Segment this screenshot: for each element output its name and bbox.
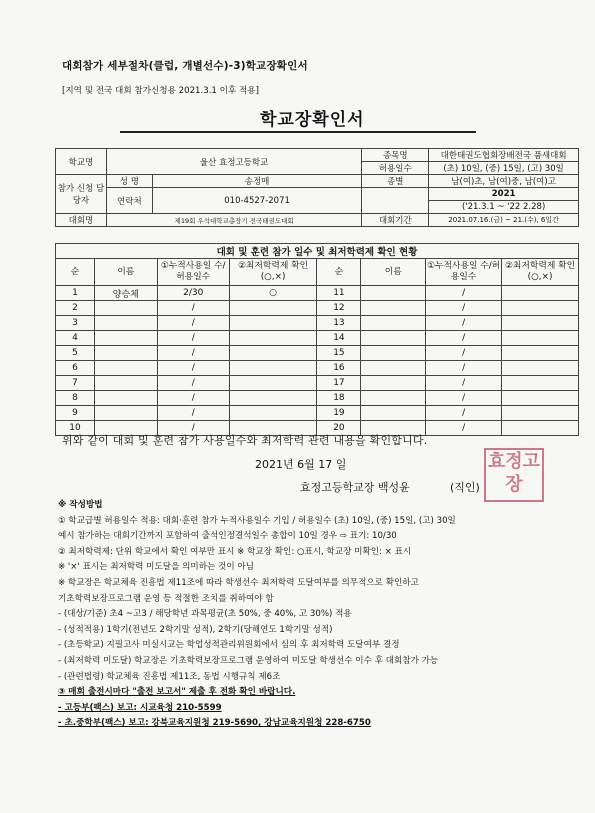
row-name: 양승체 (94, 286, 157, 301)
row-num: 5 (56, 346, 95, 361)
row-num: 12 (317, 301, 361, 316)
row-days: / (157, 301, 229, 316)
col-days-right: ①누적사용일 수/허용일수 (426, 259, 502, 286)
category-label: 종별 (362, 175, 429, 188)
table-row (56, 316, 579, 331)
row-check (502, 331, 579, 346)
event-value: 대한태권도협회장배전국 품새대회 (429, 149, 579, 162)
instruction-line: - (성적적용) 1학기(전년도 2학기말 성적), 2학기(당해연도 1학기말 성적) (58, 624, 333, 635)
col-check-right: ②최저학력제 확인(○,×) (502, 259, 579, 286)
row-check (229, 346, 317, 361)
instruction-line: - (관련법령) 학교체육 진흥법 제11조, 동법 시행규칙 제6조 (58, 671, 281, 682)
applicability-note: [지역 및 전국 대회 참가신청용 2021.3.1 이후 적용] (62, 86, 259, 96)
row-days: / (426, 361, 502, 376)
table-row (56, 361, 579, 376)
page-title: 학교장확인서 (260, 110, 365, 130)
row-num: 8 (56, 391, 95, 406)
year-range-value: ('21.3.1 ~ '22 2.28) (429, 201, 579, 214)
row-days: / (157, 316, 229, 331)
table-row (56, 391, 579, 406)
year-value: 2021 (429, 188, 579, 201)
confirmation-statement: 위와 같이 대회 및 훈련 참가 사용일수와 최저학력 관련 내용을 확인합니다. (62, 434, 428, 447)
row-check (229, 316, 317, 331)
row-name (94, 391, 157, 406)
row-name (94, 316, 157, 331)
row-name (94, 301, 157, 316)
row-num: 13 (317, 316, 361, 331)
row-num: 7 (56, 376, 95, 391)
row-check (502, 286, 579, 301)
competition-value: 제19회 우석대학교총장기 전국태권도대회 (106, 214, 361, 227)
row-check (229, 331, 317, 346)
row-check (229, 391, 317, 406)
row-name (361, 391, 426, 406)
row-check (229, 406, 317, 421)
contact-sub-label: 연락처 (106, 188, 152, 214)
participation-table (55, 243, 579, 436)
row-num: 16 (317, 361, 361, 376)
row-days: / (426, 301, 502, 316)
col-name-right: 이름 (361, 259, 426, 286)
row-days: / (426, 316, 502, 331)
contact-label: 참가 신청 담당자 (56, 175, 107, 214)
allowed-days-label: 허용일수 (362, 162, 429, 175)
period-label: 대회기간 (362, 214, 429, 227)
row-name (94, 361, 157, 376)
instruction-line: - (최저학력 미도달) 학교장은 기초학력보장프로그램 운영하여 미도달 학생선수 이수 후 대회참가 가능 (58, 655, 439, 666)
row-num: 1 (56, 286, 95, 301)
col-days-left: ①누적사용일 수/허용일수 (157, 259, 229, 286)
period-value: 2021.07.16.(금) ~ 21.(수), 6일간 (429, 214, 579, 227)
instruction-line: ③ 매회 출전시마다 "출전 보고서" 제출 후 전화 확인 바랍니다. (58, 687, 296, 698)
info-table (55, 148, 579, 227)
row-check (502, 346, 579, 361)
competition-label: 대회명 (56, 214, 107, 227)
official-seal: 효정고장 (484, 448, 544, 502)
row-num: 18 (317, 391, 361, 406)
row-num: 11 (317, 286, 361, 301)
row-name (94, 346, 157, 361)
row-name (94, 376, 157, 391)
row-days: / (157, 331, 229, 346)
row-days: / (157, 391, 229, 406)
row-num: 2 (56, 301, 95, 316)
row-days: / (157, 421, 229, 436)
row-name (94, 406, 157, 421)
instruction-line: - (대상/기준) 초4 ~고3 / 해당학년 과목평균(초 50%, 중 40%, 고 30%) 적용 (58, 609, 352, 620)
row-name (361, 406, 426, 421)
allowed-days-value: (초) 10일, (중) 15일, (고) 30일 (429, 162, 579, 175)
row-days: / (426, 331, 502, 346)
instruction-line: 기초학력보장프로그램 운영 등 적절한 조치를 취하여야 함 (58, 593, 274, 604)
row-check (502, 316, 579, 331)
seal-mark-label: (직인) (450, 481, 480, 494)
instruction-line: ※ 학교장은 학교체육 진흥법 제11조에 따라 학생선수 최저학력 도달여부를 의무적으로 확인하고 (58, 577, 419, 588)
instruction-line: - 초.중학부(팩스) 보고: 강북교육지원청 219-5690, 강남교육지원청 228-6750 (58, 718, 371, 729)
table-row (56, 406, 579, 421)
row-days: 2/30 (157, 286, 229, 301)
row-check (502, 376, 579, 391)
row-check (502, 301, 579, 316)
row-num: 20 (317, 421, 361, 436)
row-num: 14 (317, 331, 361, 346)
row-name (361, 376, 426, 391)
row-name (361, 361, 426, 376)
row-days: / (426, 376, 502, 391)
instruction-line: - 고등부(팩스) 보고: 시교육청 210-5599 (58, 702, 222, 713)
signer-name: 효정고등학교장 백성윤 (300, 481, 410, 494)
instruction-line: ※ '×' 표시는 최저학력 미도달을 의미하는 것이 아님 (58, 562, 254, 573)
col-num-right: 순 (317, 259, 361, 286)
row-check (229, 361, 317, 376)
instruction-line: ② 최저학력제: 단위 학교에서 확인 여부만 표시 ※ 학교장 확인: ○표시, 학교장 미확인: × 표시 (58, 546, 412, 557)
row-days: / (157, 406, 229, 421)
instruction-line: - (초등학교) 지필고사 미실시교는 학업성적관리위원회에서 심의 후 최저학력 도달여부 결정 (58, 640, 400, 651)
table-row (56, 331, 579, 346)
row-days: / (157, 361, 229, 376)
school-label: 학교명 (56, 149, 107, 175)
row-num: 9 (56, 406, 95, 421)
row-days: / (426, 406, 502, 421)
row-name (94, 331, 157, 346)
row-num: 19 (317, 406, 361, 421)
row-num: 3 (56, 316, 95, 331)
row-days: / (426, 391, 502, 406)
name-label: 성 명 (106, 175, 152, 188)
table-row (56, 286, 579, 301)
row-num: 17 (317, 376, 361, 391)
table-row (56, 301, 579, 316)
table-caption: 대회 및 훈련 참가 일수 및 최저학력제 확인 현황 (56, 244, 579, 259)
row-check (502, 391, 579, 406)
category-value: 남(여)초, 남(여)중, 남(여)고 (429, 175, 579, 188)
col-num-left: 순 (56, 259, 95, 286)
col-name-left: 이름 (94, 259, 157, 286)
document-heading: 대회참가 세부절차(클럽, 개별선수)-3)학교장확인서 (62, 60, 308, 72)
row-num: 6 (56, 361, 95, 376)
row-days: / (157, 346, 229, 361)
name-value: 송정매 (152, 175, 362, 188)
instruction-line: 예시 참가하는 대회기간까지 포함하여 출석인정결석일수 총합이 10일 경우 ⇨ 표기: 10/30 (58, 531, 397, 542)
row-num: 10 (56, 421, 95, 436)
instruction-line: ① 학교급별 허용일수 적용: 대회·훈련 참가 누적사용일수 기입 / 허용일수 (초) 10일, (중) 15일, (고) 30일 (58, 515, 456, 526)
title-underline (120, 131, 476, 133)
table-row (56, 346, 579, 361)
row-check (229, 376, 317, 391)
row-days: / (157, 376, 229, 391)
row-name (361, 286, 426, 301)
school-value: 울산 효정고등학교 (106, 149, 361, 175)
row-name (361, 331, 426, 346)
row-check: ○ (229, 286, 317, 301)
row-days: / (426, 286, 502, 301)
col-check-left: ②최저학력제 확인(○,×) (229, 259, 317, 286)
row-days: / (426, 346, 502, 361)
table-row (56, 376, 579, 391)
row-name (361, 301, 426, 316)
row-num: 4 (56, 331, 95, 346)
row-name (361, 316, 426, 331)
confirmation-date: 2021년 6월 17 일 (255, 458, 347, 471)
instructions-section (58, 498, 588, 732)
year-label-cell (362, 188, 429, 214)
event-label: 종목명 (362, 149, 429, 162)
row-days: / (426, 421, 502, 436)
row-check (502, 421, 579, 436)
row-check (229, 301, 317, 316)
row-check (502, 406, 579, 421)
instructions-heading: ※ 작성방법 (58, 500, 103, 510)
row-check (502, 361, 579, 376)
row-num: 15 (317, 346, 361, 361)
contact-value: 010-4527-2071 (152, 188, 362, 214)
row-name (361, 346, 426, 361)
